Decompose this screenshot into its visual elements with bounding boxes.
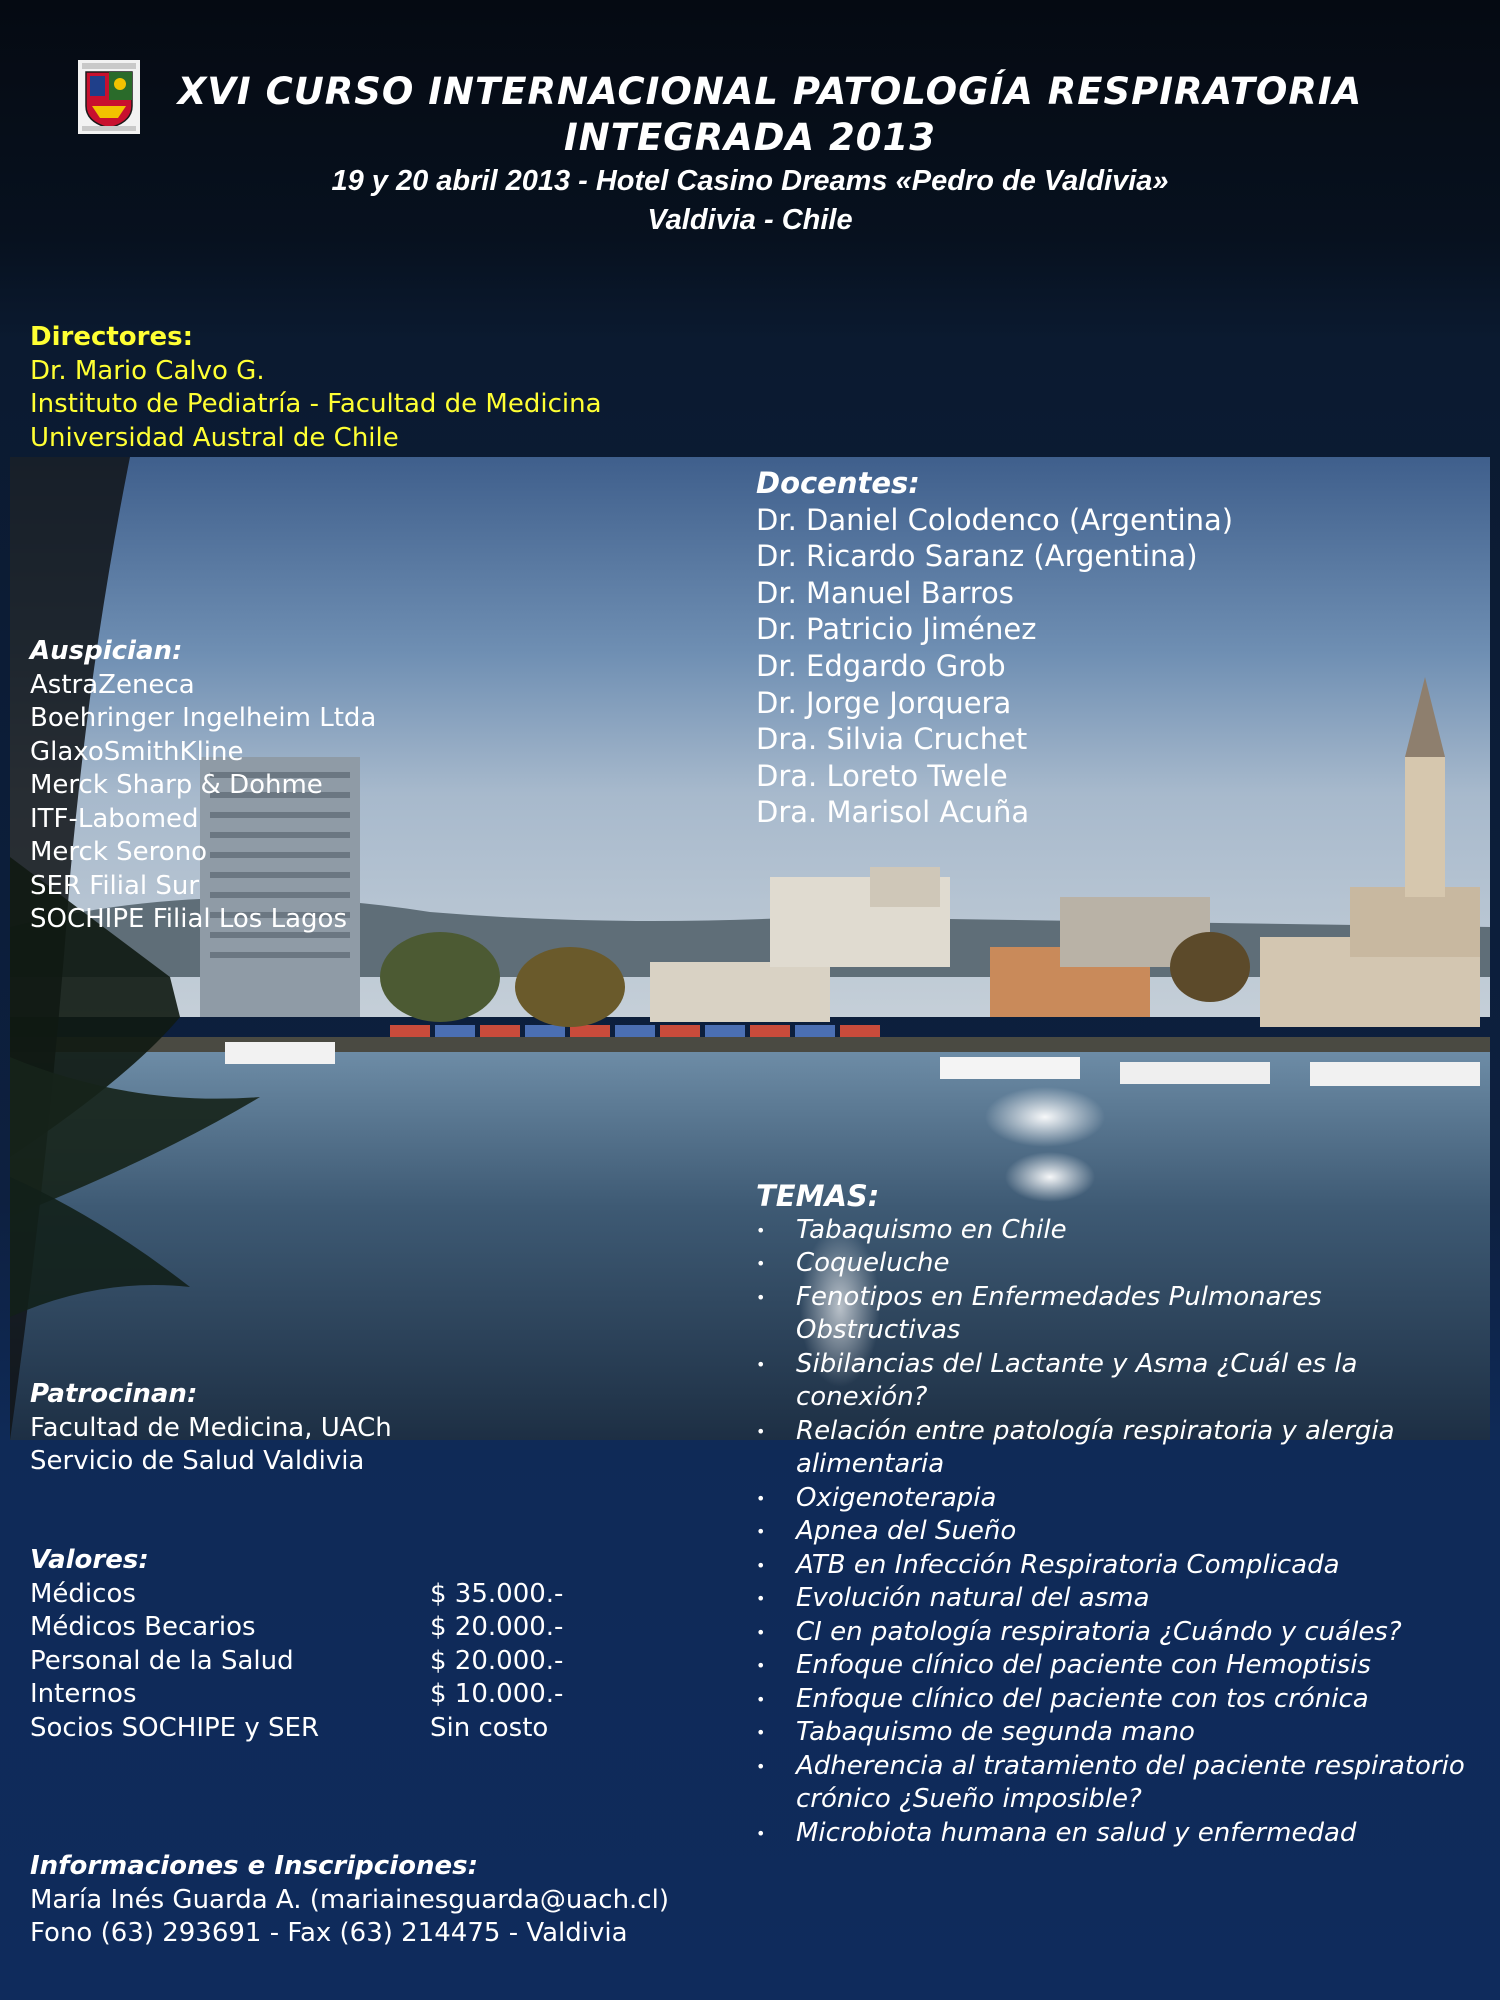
temas-list	[756, 1214, 1476, 1851]
sponsor-item: Merck Sharp & Dohme	[30, 770, 323, 800]
tema-item: • Enfoque clínico del paciente con Hemoptisis	[756, 1650, 1371, 1680]
directores-section	[30, 321, 602, 455]
tema-item: • Enfoque clínico del paciente con tos crónica	[756, 1683, 1369, 1714]
patron-item: Facultad de Medicina, UACh	[30, 1412, 392, 1443]
tema-item: • Adherencia al tratamiento del paciente respiratorio crónico ¿Sueño imposible?	[756, 1750, 1465, 1814]
tema-item: • Relación entre patología respiratoria y alergia alimentaria	[756, 1415, 1395, 1479]
contact-email-line: María Inés Guarda A. (mariainesguarda@uach.cl)	[30, 1884, 669, 1915]
docente-item: Dr. Daniel Colodenco (Argentina)	[756, 502, 1234, 537]
docentes-heading: Docentes:	[756, 466, 920, 500]
director-university: Universidad Austral de Chile	[30, 422, 399, 453]
directores-heading: Directores:	[30, 322, 193, 352]
patrocinan-section	[30, 1378, 392, 1479]
director-institute: Instituto de Pediatría - Facultad de Medicina	[30, 389, 602, 419]
docente-item: Dra. Marisol Acuña	[756, 795, 1030, 830]
title-line-2: INTEGRADA 2013	[564, 116, 936, 159]
price-row: Médicos Becarios $ 20.000.-	[30, 1612, 564, 1642]
tema-item: • Evolución natural del asma	[756, 1583, 1150, 1613]
price-row: Médicos $ 35.000.-	[30, 1578, 564, 1609]
docente-item: Dr. Jorge Jorquera	[756, 685, 1012, 720]
price-row: Internos $ 10.000.-	[30, 1679, 564, 1709]
docente-item: Dr. Patricio Jiménez	[756, 612, 1037, 647]
tema-item: • Microbiota humana en salud y enfermedad	[756, 1817, 1357, 1848]
price-row: Socios SOCHIPE y SER Sin costo	[30, 1712, 549, 1743]
auspician-heading: Auspician:	[30, 636, 183, 666]
temas-heading: TEMAS:	[756, 1179, 880, 1213]
docente-item: Dra. Silvia Cruchet	[756, 722, 1028, 757]
tema-item: • CI en patología respiratoria ¿Cuándo y cuáles?	[756, 1616, 1402, 1647]
docentes-section	[756, 465, 1233, 831]
tema-item: • Fenotipos en Enfermedades Pulmonares Obstructivas	[756, 1281, 1322, 1345]
sponsor-item: Merck Serono	[30, 837, 208, 867]
sponsor-item: SOCHIPE Filial Los Lagos	[30, 904, 347, 934]
tema-item: • Coqueluche	[756, 1248, 950, 1278]
director-name: Dr. Mario Calvo G.	[30, 355, 265, 386]
sponsor-item: GlaxoSmithKline	[30, 736, 244, 767]
contact-phone-line: Fono (63) 293691 - Fax (63) 214475 - Valdivia	[30, 1918, 628, 1948]
patron-item: Servicio de Salud Valdivia	[30, 1446, 365, 1476]
sponsor-item: ITF-Labomed	[30, 803, 199, 834]
docente-item: Dr. Edgardo Grob	[756, 648, 1006, 683]
event-date-venue: 19 y 20 abril 2013 - Hotel Casino Dreams «Pedro de Valdivia»	[331, 165, 1169, 197]
sponsor-item: AstraZeneca	[30, 669, 195, 700]
event-location: Valdivia - Chile	[647, 204, 853, 236]
tema-item: • ATB en Infección Respiratoria Complicada	[756, 1549, 1340, 1580]
informaciones-heading: Informaciones e Inscripciones:	[30, 1851, 478, 1881]
auspician-section	[30, 635, 376, 937]
tema-item: • Oxigenoterapia	[756, 1482, 997, 1513]
docente-item: Dra. Loreto Twele	[756, 758, 1008, 793]
temas-section	[756, 1180, 1476, 1850]
tema-item: • Tabaquismo de segunda mano	[756, 1717, 1195, 1747]
patrocinan-heading: Patrocinan:	[30, 1379, 198, 1409]
sponsor-item: SER Filial Sur	[30, 870, 200, 901]
tema-item: • Tabaquismo en Chile	[756, 1214, 1067, 1245]
tema-item: • Sibilancias del Lactante y Asma ¿Cuál es la conexión?	[756, 1348, 1358, 1412]
docente-item: Dr. Ricardo Saranz (Argentina)	[756, 539, 1198, 574]
valores-heading: Valores:	[30, 1545, 149, 1575]
docente-item: Dr. Manuel Barros	[756, 575, 1014, 610]
tema-item: • Apnea del Sueño	[756, 1516, 1017, 1546]
informaciones-section	[30, 1850, 669, 1951]
title-line-1: XVI CURSO INTERNACIONAL PATOLOGÍA RESPIRATORIA	[177, 70, 1363, 113]
price-row: Personal de la Salud $ 20.000.-	[30, 1645, 564, 1676]
sponsor-item: Boehringer Ingelheim Ltda	[30, 703, 377, 733]
valores-section	[30, 1544, 563, 1745]
